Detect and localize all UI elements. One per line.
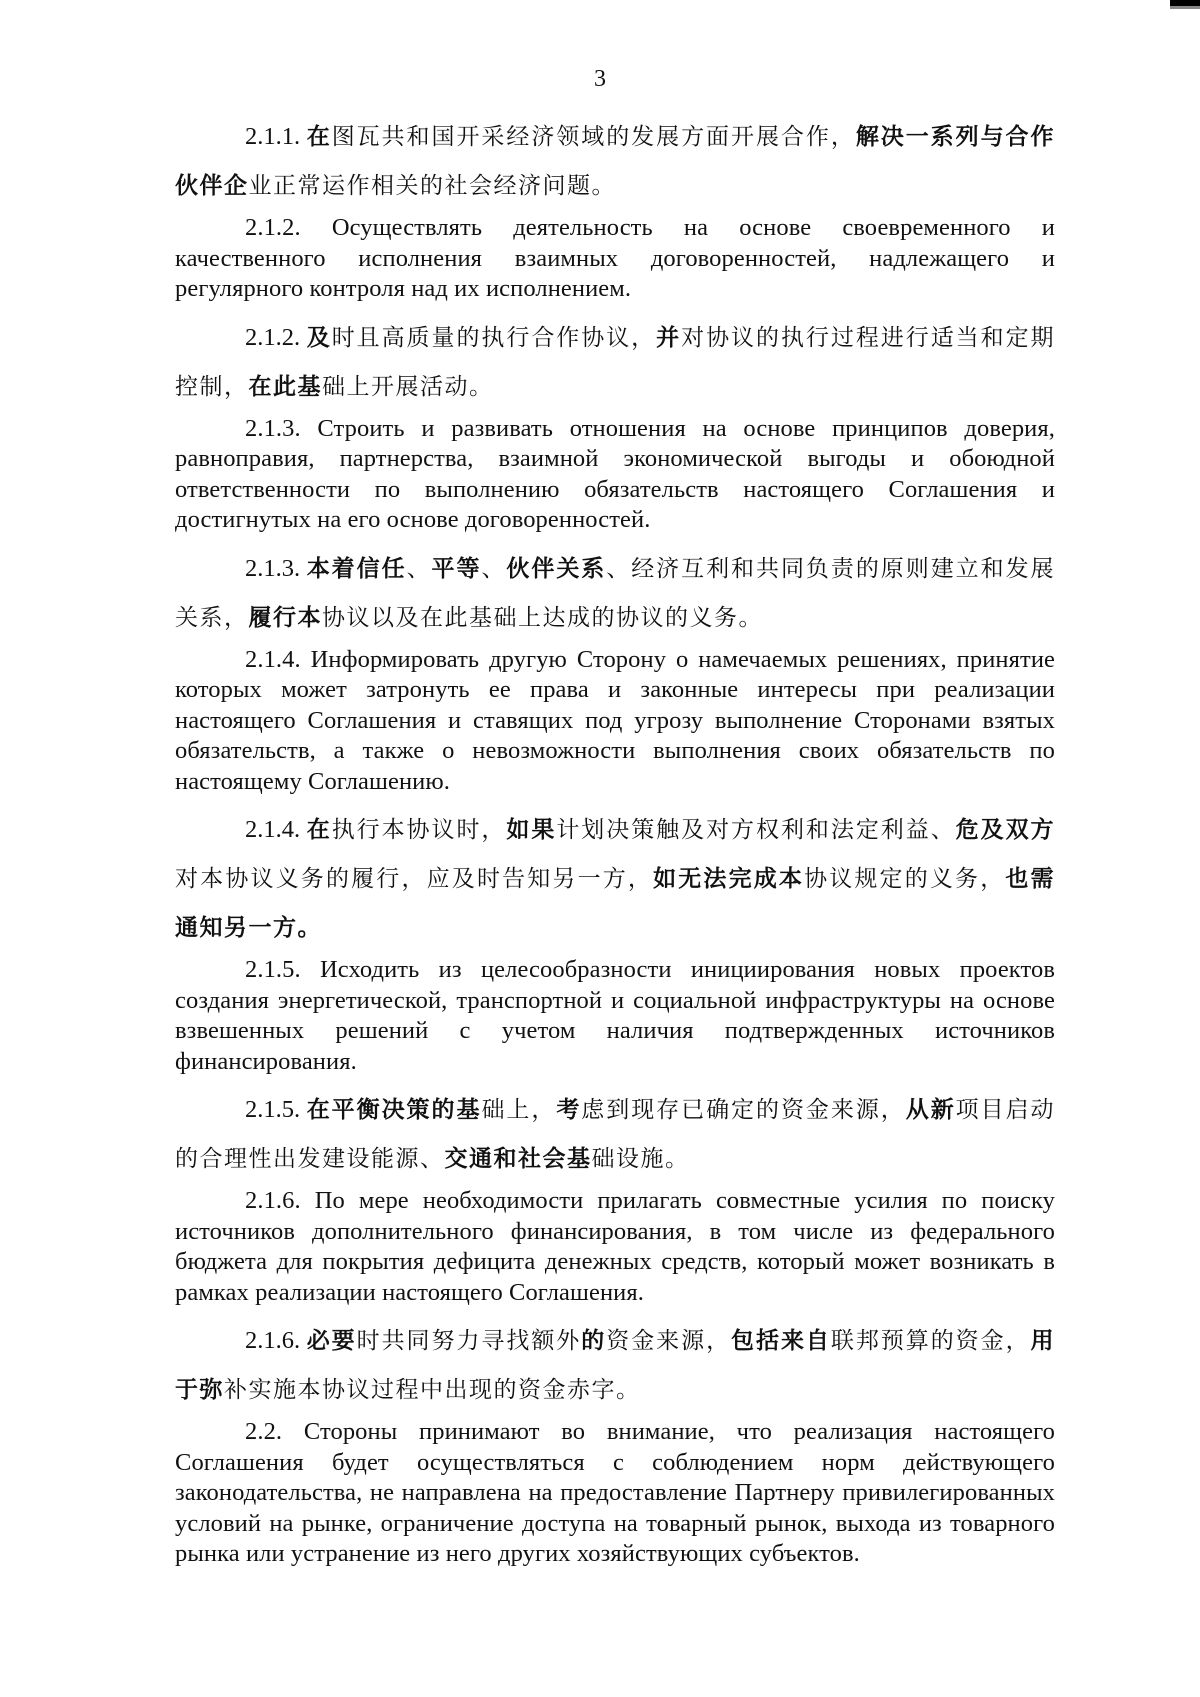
- bold-text-segment: 伙伴关系: [506, 555, 607, 582]
- clause-number: 2.1.1.: [245, 123, 307, 150]
- bold-text-segment: 在平衡决策的基: [306, 1097, 482, 1123]
- paragraph-2-1-2-ru: 2.1.2. Осуществлять деятельность на основе своевременного и качественного исполнения взаимных договоренностей, надлежащего и регулярного контроля над их исполнением.: [175, 214, 1055, 302]
- bold-text-segment: 并: [656, 324, 682, 351]
- text-segment: 图瓦共和国开采经济领域的发展方面开展合作，: [331, 124, 856, 150]
- paragraph-2-1-3-zh: [175, 544, 1055, 643]
- text-segment: 计划决策触及对方权利和法定利益、: [556, 817, 956, 843]
- text-segment: 资金来源，: [606, 1328, 732, 1354]
- bold-text-segment: 在: [306, 124, 332, 150]
- text-segment: 联邦预算的资金，: [830, 1328, 1031, 1354]
- clause-number: 2.1.5.: [245, 1096, 307, 1123]
- clause-number: 2.1.3.: [245, 554, 307, 582]
- text-segment: 时且高质量的执行合作协议，: [331, 324, 657, 351]
- text-segment: 础上，: [481, 1097, 557, 1123]
- document-body: [175, 112, 1055, 1578]
- bold-text-segment: 从新: [905, 1097, 956, 1123]
- text-segment: 础上开展活动。: [322, 373, 494, 400]
- bold-text-segment: 平等: [431, 555, 482, 582]
- bold-text-segment: 考: [556, 1097, 582, 1123]
- paragraph-2-1-6-zh: [175, 1316, 1055, 1415]
- text-segment: 础设施。: [591, 1146, 690, 1172]
- paragraph-2-1-4-ru: 2.1.4. Информировать другую Сторону о намечаемых решениях, принятие которых может затронуть ее права и законные интересы при реализации настоящего Соглашения и ставящих под угрозу выполнение Сторонами взятых обязательств, а также о невозможности выполнения своих обязательств по настоящему Соглашению.: [175, 645, 1055, 795]
- paragraph-2-2-ru: 2.2. Стороны принимают во внимание, что реализация настоящего Соглашения будет осуществляться с соблюдением норм действующего законодательства, не направлена на предоставление Партнеру привилегированных условий на рынке, ограничение доступа на товарный рынок, выхода из товарного рынка или устранение из него других хозяйствующих субъектов.: [175, 1418, 1055, 1567]
- text-segment: 对本协议义务的履行，应及时告知另一方，: [175, 866, 654, 892]
- bold-text-segment: 如果: [506, 817, 557, 843]
- bold-text-segment: 交通和社会基: [444, 1146, 592, 1172]
- text-segment: 协议以及在此基础上达成的协议的义务。: [322, 604, 763, 631]
- bold-text-segment: 必要: [306, 1328, 357, 1354]
- text-segment: 对协议的执行过程进行适当和定期控制，: [175, 324, 1056, 400]
- paragraph-2-1-4-zh: [175, 805, 1055, 953]
- page-number: 3: [594, 66, 606, 92]
- text-segment: 项目启动的合理性出发建设能源、: [175, 1097, 1056, 1172]
- bold-text-segment: 履行本: [248, 604, 322, 631]
- paragraph-2-1-5-zh: [175, 1085, 1055, 1184]
- text-segment: 时共同努力寻找额外: [356, 1328, 582, 1354]
- text-segment: 、经济互利和共同负责的原则建立和发展关系，: [175, 555, 1056, 631]
- bold-text-segment: 在此基: [248, 373, 322, 400]
- clause-number: 2.1.4.: [245, 816, 307, 843]
- bold-text-segment: 的: [581, 1328, 607, 1354]
- text-segment: 虑到现存已确定的资金来源，: [581, 1097, 906, 1123]
- text-segment: 执行本协议时，: [331, 817, 507, 843]
- clause-number: 2.1.6.: [245, 1327, 307, 1354]
- bold-text-segment: 包括来自: [731, 1328, 831, 1354]
- text-segment: 、: [481, 555, 507, 582]
- clause-number: 2.1.2.: [245, 323, 307, 351]
- bold-text-segment: 如无法完成本: [653, 866, 805, 892]
- paragraph-2-1-3-ru: 2.1.3. Строить и развивать отношения на основе принципов доверия, равноправия, партнерства, взаимной экономической выгоды и обоюдной ответственности по выполнению обязательств настоящего Соглашения и достигнутых на его основе договоренностей.: [175, 414, 1055, 533]
- scan-corner-mark-shadow: [1170, 6, 1200, 9]
- text-segment: 、: [406, 555, 432, 582]
- paragraph-2-1-2-zh: [175, 313, 1055, 412]
- bold-text-segment: 本着信任: [306, 555, 407, 582]
- bold-text-segment: 用于弥: [175, 1328, 1056, 1403]
- text-segment: 协议规定的义务，: [804, 866, 1006, 892]
- paragraph-2-1-5-ru: 2.1.5. Исходить из целесообразности инициирования новых проектов создания энергетической, транспортной и социальной инфраструктуры на основе взвешенных решений с учетом наличия подтвержденных источников финансирования.: [175, 956, 1055, 1075]
- bold-text-segment: 及: [306, 324, 332, 351]
- bold-text-segment: 解决一系列与合作伙伴企: [175, 124, 1056, 199]
- bold-text-segment: 危及双方: [955, 817, 1056, 843]
- text-segment: 补实施本协议过程中出现的资金赤字。: [224, 1377, 641, 1403]
- paragraph-2-1-6-ru: 2.1.6. По мере необходимости прилагать совместные усилия по поиску источников дополнительного финансирования, в том числе из федерального бюджета для покрытия дефицита денежных средств, который может возникать в рамках реализации настоящего Соглашения.: [175, 1187, 1055, 1306]
- bold-text-segment: 也需通知另一方。: [175, 866, 1056, 941]
- text-segment: 业正常运作相关的社会经济问题。: [248, 173, 616, 199]
- bold-text-segment: 在: [306, 817, 332, 843]
- paragraph-2-1-1-zh: [175, 112, 1055, 211]
